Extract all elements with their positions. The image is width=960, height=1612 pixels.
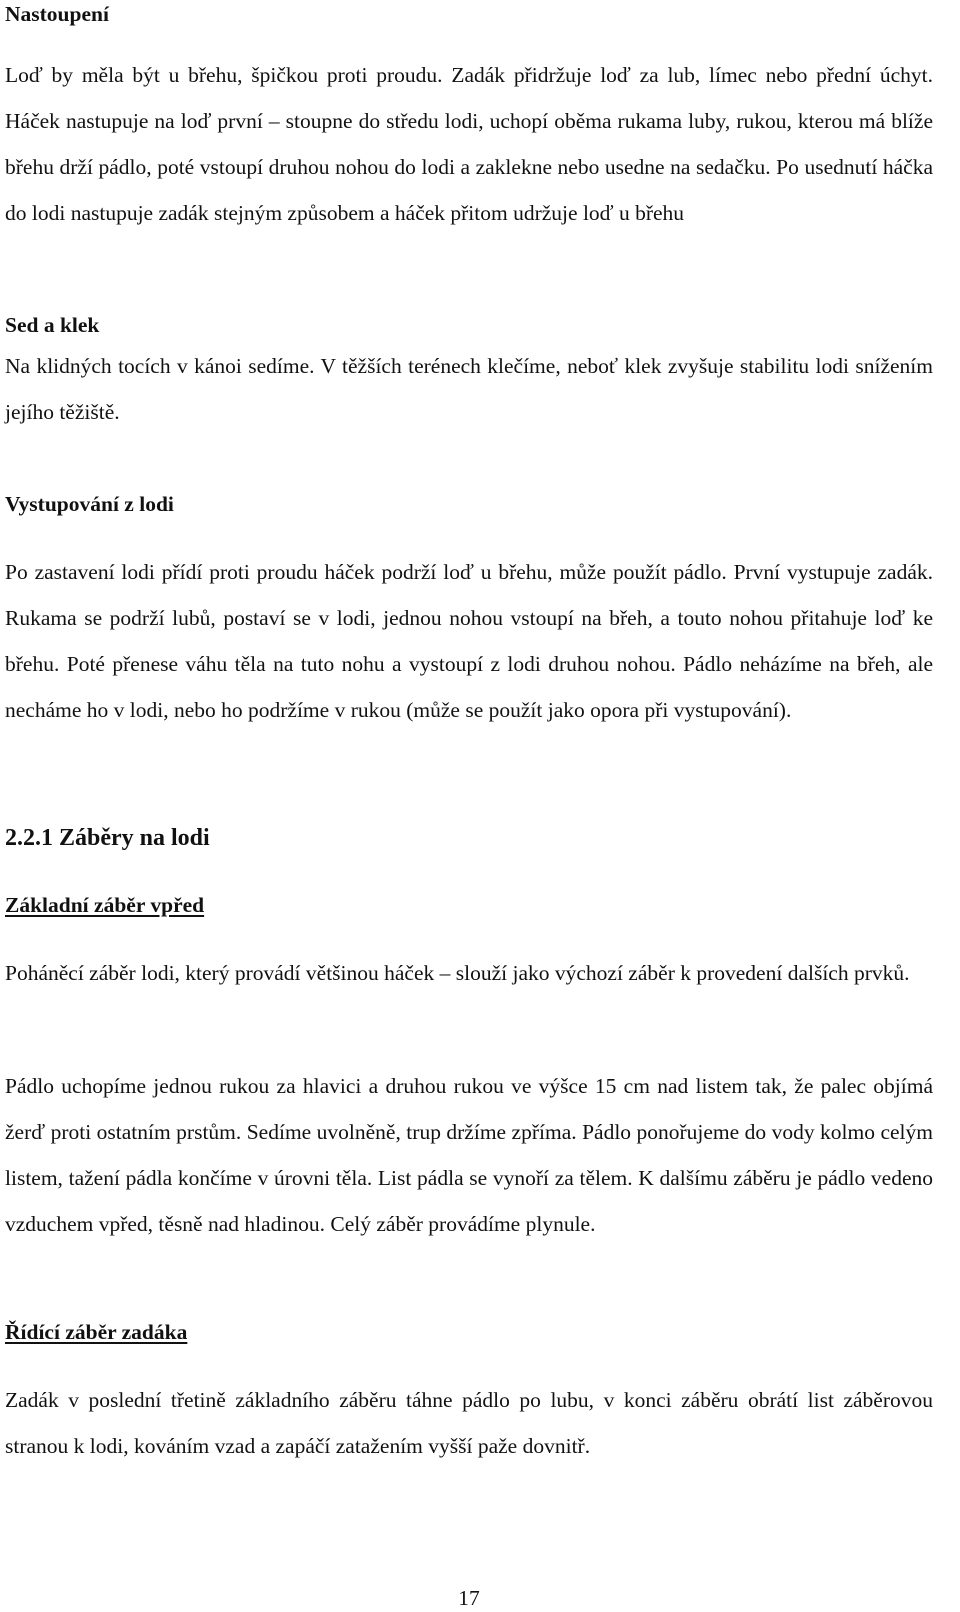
heading-nastoupeni: Nastoupení xyxy=(5,2,109,26)
heading-vystupovani: Vystupování z lodi xyxy=(5,492,174,516)
heading-sed-a-klek: Sed a klek xyxy=(5,313,100,337)
document-page xyxy=(5,0,933,1610)
page-number: 17 xyxy=(458,1586,480,1610)
heading-zakladni-zaber: Základní záběr vpřed xyxy=(5,893,205,917)
paragraph-zakladni-zaber-2: Pádlo uchopíme jednou rukou za hlavici a druhou rukou ve výšce 15 cm nad listem tak, že palec objímá žerď proti ostatním prstům. Sedíme uvolněně, trup držíme zpříma. Pádlo ponořujeme do vody kolmo celým listem, tažení pádla končíme v úrovni těla. List pádla se vynoří za tělem. K dalšímu záběru je pádlo vedeno vzduchem vpřed, těsně nad hladinou. Celý záběr provádíme plynule. xyxy=(5,1074,933,1236)
heading-zabery-na-lodi: 2.2.1 Záběry na lodi xyxy=(5,825,210,851)
paragraph-sed-a-klek: Na klidných tocích v kánoi sedíme. V těžších terénech klečíme, neboť klek zvyšuje stabilitu lodi snížením jejího těžiště. xyxy=(5,354,933,424)
heading-ridici-zaber: Řídící záběr zadáka xyxy=(5,1320,188,1344)
paragraph-vystupovani: Po zastavení lodi přídí proti proudu háček podrží loď u břehu, může použít pádlo. První vystupuje zadák. Rukama se podrží lubů, postaví se v lodi, jednou nohou vstoupí na břeh, a touto nohou přitahuje loď ke břehu. Poté přenese váhu těla na tuto nohu a vystoupí z lodi druhou nohou. Pádlo neházíme na břeh, ale necháme ho v lodi, nebo ho podržíme v rukou (může se použít jako opora při vystupování). xyxy=(5,560,933,722)
paragraph-nastoupeni: Loď by měla být u břehu, špičkou proti proudu. Zadák přidržuje loď za lub, límec nebo přední úchyt. Háček nastupuje na loď první – stoupne do středu lodi, uchopí oběma rukama luby, rukou, kterou má blíže břehu drží pádlo, poté vstoupí druhou nohou do lodi a zaklekne nebo usedne na sedačku. Po usednutí háčka do lodi nastupuje zadák stejným způsobem a háček přitom udržuje loď u břehu xyxy=(5,63,933,225)
paragraph-zakladni-zaber-1: Poháněcí záběr lodi, který provádí většinou háček – slouží jako výchozí záběr k provedení dalších prvků. xyxy=(5,961,910,985)
paragraph-ridici-zaber: Zadák v poslední třetině základního záběru táhne pádlo po lubu, v konci záběru obrátí list záběrovou stranou k lodi, kováním vzad a zapáčí zatažením vyšší paže dovnitř. xyxy=(5,1388,933,1458)
